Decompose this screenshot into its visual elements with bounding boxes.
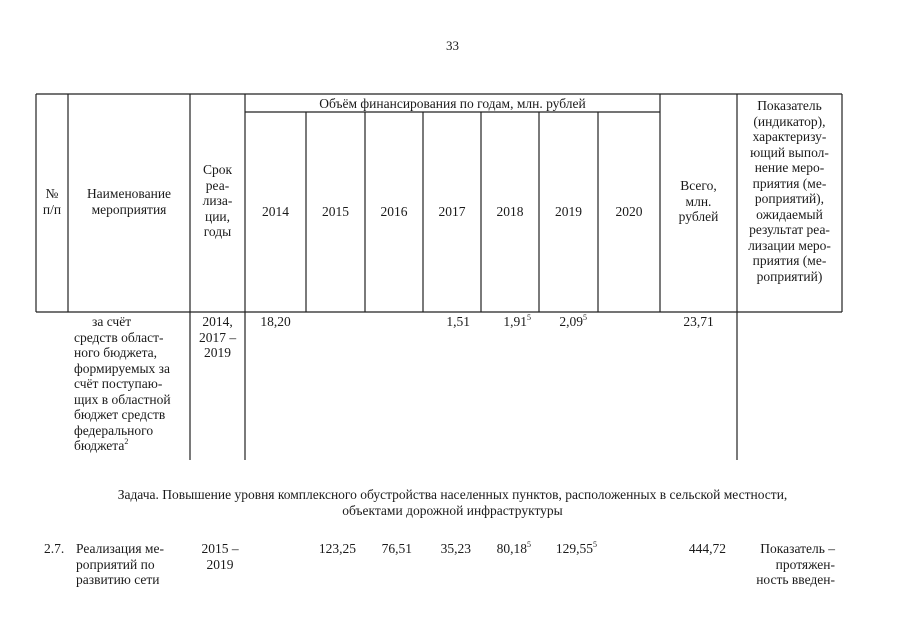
header-year-2015: 2015: [322, 204, 349, 219]
header-year-2019: 2019: [555, 204, 582, 219]
row2-indicator: Показатель – протяжен- ность введен-: [756, 541, 835, 587]
header-year-2014: 2014: [262, 204, 289, 219]
row1-value-2014: 18,20: [260, 314, 291, 329]
row2-term: 2015 – 2019: [201, 541, 239, 572]
row1-value-2019: 2,09$^5$: [559, 312, 587, 329]
row2-total: 444,72: [688, 541, 726, 556]
row1-value-2018: 1,91$^5$: [503, 312, 531, 329]
row2-value-2019: 129,55$^5$: [555, 539, 597, 556]
page-number: 33: [446, 38, 459, 53]
header-total: Всего, млн. рублей: [678, 178, 719, 224]
header-term: Срок реа- лиза- ции, годы: [202, 162, 233, 239]
row1-total: 23,71: [683, 314, 714, 329]
header-year-2017: 2017: [438, 204, 466, 219]
row2-value-2017: 35,23: [440, 541, 471, 556]
task-heading: Задача. Повышение уровня комплексного обустройства населенных пунктов, расположенных в сельской местности, объектами дорожной инфраструктуры: [117, 487, 788, 518]
row1-value-2017: 1,51: [446, 314, 470, 329]
header-funding-group: Объём финансирования по годам, млн. рублей: [319, 96, 586, 111]
row2-value-2015: 123,25: [318, 541, 356, 556]
row1-term: 2014, 2017 – 2019: [198, 314, 237, 360]
header-num: № п/п: [42, 186, 62, 217]
header-year-2018: 2018: [496, 204, 524, 219]
row2-value-2018: 80,18$^5$: [496, 539, 531, 556]
header-name: Наименование мероприятия: [86, 186, 172, 217]
header-year-2020: 2020: [615, 204, 643, 219]
header-indicator: Показатель (индикатор), характеризу- ющий выпол- нение меро- приятия (ме- роприятий), ожидаемый результат реа- лизации меро- приятия (ме- роприятий): [748, 98, 831, 284]
row1-name: за счёт средств област- ного бюджета, формируемых за счёт поступаю- щих в областной бюджет средств федерального бюджета$^2$: [74, 314, 171, 453]
header-year-2016: 2016: [380, 204, 408, 219]
row2-name: Реализация ме- роприятий по развитию сети: [76, 541, 164, 587]
row2-value-2016: 76,51: [381, 541, 412, 556]
row2-num: 2.7.: [44, 541, 65, 556]
